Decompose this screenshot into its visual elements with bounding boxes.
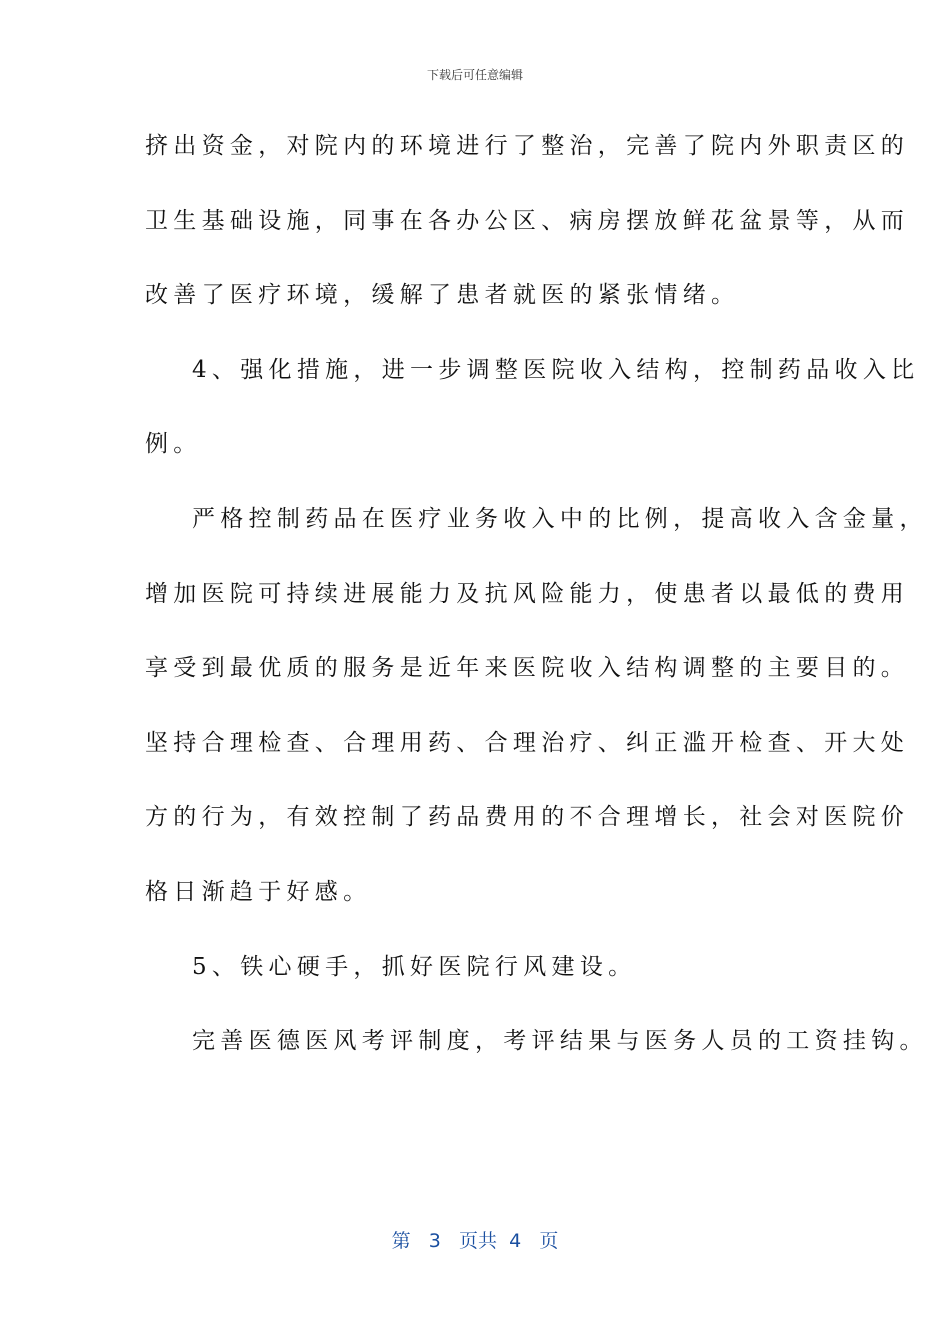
total-pages-number: 4 xyxy=(509,1230,522,1252)
page-number-footer xyxy=(0,1226,950,1253)
footer-mid: 页共 xyxy=(459,1230,498,1252)
current-page-number: 3 xyxy=(428,1230,441,1252)
paragraph-line: 增加医院可持续进展能力及抗风险能力，使患者以最低的费用 xyxy=(145,581,910,607)
paragraph-line: 坚持合理检查、合理用药、合理治疗、纠正滥开检查、开大处 xyxy=(145,730,910,756)
footer-prefix: 第 xyxy=(391,1230,411,1252)
paragraph-line: 享受到最优质的服务是近年来医院收入结构调整的主要目的。 xyxy=(145,655,910,681)
header-note: 下载后可任意编辑 xyxy=(426,68,523,82)
paragraph-line: 改善了医疗环境，缓解了患者就医的紧张情绪。 xyxy=(145,282,740,308)
paragraph-line: 卫生基础设施，同事在各办公区、病房摆放鲜花盆景等，从而 xyxy=(145,208,910,234)
paragraph-line: 完善医德医风考评制度，考评结果与医务人员的工资挂钩。 xyxy=(192,1028,928,1054)
paragraph-line: 严格控制药品在医疗业务收入中的比例，提高收入含金量， xyxy=(192,506,928,532)
paragraph-line: 格日渐趋于好感。 xyxy=(145,879,372,905)
section-heading-continuation: 例。 xyxy=(145,431,202,457)
footer-suffix: 页 xyxy=(539,1230,559,1252)
section-heading: 4、强化措施，进一步调整医院收入结构，控制药品收入比 xyxy=(192,357,920,383)
paragraph-line: 挤出资金，对院内的环境进行了整治，完善了院内外职责区的 xyxy=(145,133,910,159)
section-heading: 5、铁心硬手，抓好医院行风建设。 xyxy=(192,954,637,980)
paragraph-line: 方的行为，有效控制了药品费用的不合理增长，社会对医院价 xyxy=(145,804,910,830)
